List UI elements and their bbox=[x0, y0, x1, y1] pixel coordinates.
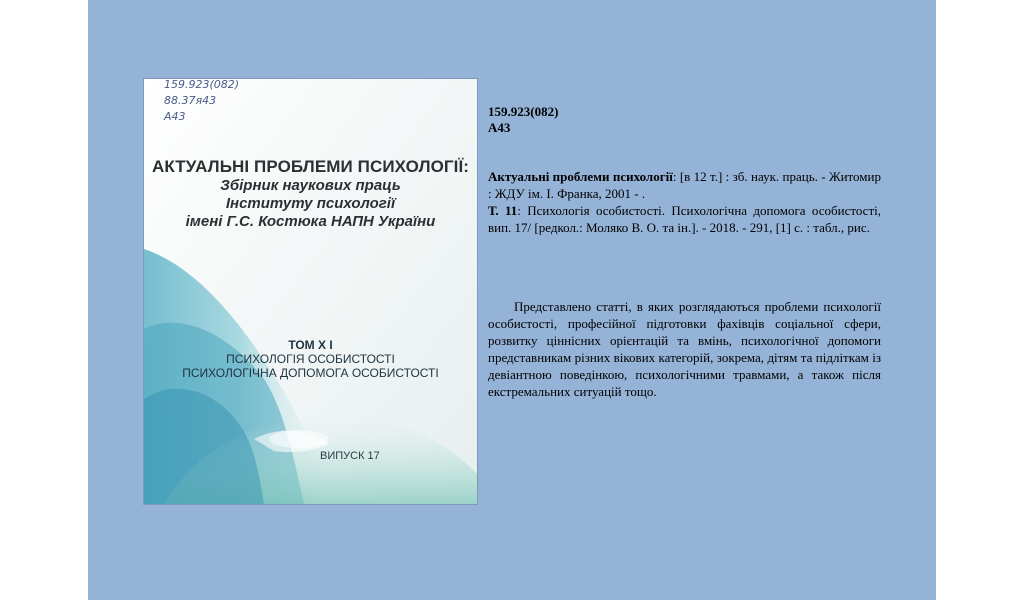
entry-series-title: Актуальні проблеми психології bbox=[488, 169, 673, 184]
cover-volume-block bbox=[144, 338, 477, 380]
entry-series-details: : [в 12 т.] : зб. наук. праць. - Житомир : ЖДУ ім. І. Франка, 2001 - . bbox=[488, 169, 881, 201]
cover-subtitle-line: Інституту психології bbox=[225, 195, 396, 212]
cover-title-block bbox=[144, 157, 477, 231]
entry-series-line bbox=[488, 168, 881, 202]
cover-title-main: АКТУАЛЬНІ ПРОБЛЕМИ ПСИХОЛОГІЇ: bbox=[151, 157, 470, 176]
cover-issue-number: ВИПУСК 17 bbox=[320, 450, 380, 462]
cover-volume-line: ПСИХОЛОГІЯ ОСОБИСТОСТІ bbox=[226, 352, 395, 366]
shelf-mark-line: 159.923(082) bbox=[164, 79, 240, 91]
book-cover-image bbox=[144, 79, 477, 504]
classification-block bbox=[488, 104, 558, 136]
entry-volume-label: Т. 11 bbox=[488, 203, 518, 218]
cover-subtitle-line: імені Г.С. Костюка НАПН України bbox=[185, 213, 436, 230]
udc-code: 159.923(082) bbox=[488, 104, 559, 119]
shelf-mark-line: 88.37я43 bbox=[164, 94, 217, 107]
cover-subtitle-line: Збірник наукових праць bbox=[220, 177, 401, 194]
bibliographic-entry bbox=[488, 168, 881, 236]
annotation-paragraph: Представлено статті, в яких розглядаються проблеми психології особистості, професійної підготовки фахівців соціальної сфери, розвитку ціннісних орієнтацій та вмінь, психологічної допомоги представникам різних вікових категорій, зокрема, дітям та підліткам із девіантною поведінкою, психологічними травмами, а також після екстремальних ситуацій тощо. bbox=[488, 299, 881, 399]
author-mark: А43 bbox=[488, 120, 511, 135]
handwritten-shelf-marks bbox=[164, 79, 239, 125]
shelf-mark-line: А43 bbox=[164, 110, 186, 123]
cover-volume-line: ПСИХОЛОГІЧНА ДОПОМОГА ОСОБИСТОСТІ bbox=[182, 366, 439, 380]
entry-volume-details: : Психологія особистості. Психологічна допомога особистості, вип. 17/ [редкол.: Моляко В. О. та ін.]. - 2018. - 291, [1] с. : табл., рис. bbox=[488, 203, 881, 235]
cover-volume-number: ТОМ X I bbox=[288, 338, 333, 352]
entry-volume-line bbox=[488, 202, 881, 236]
cover-artwork bbox=[144, 79, 477, 504]
